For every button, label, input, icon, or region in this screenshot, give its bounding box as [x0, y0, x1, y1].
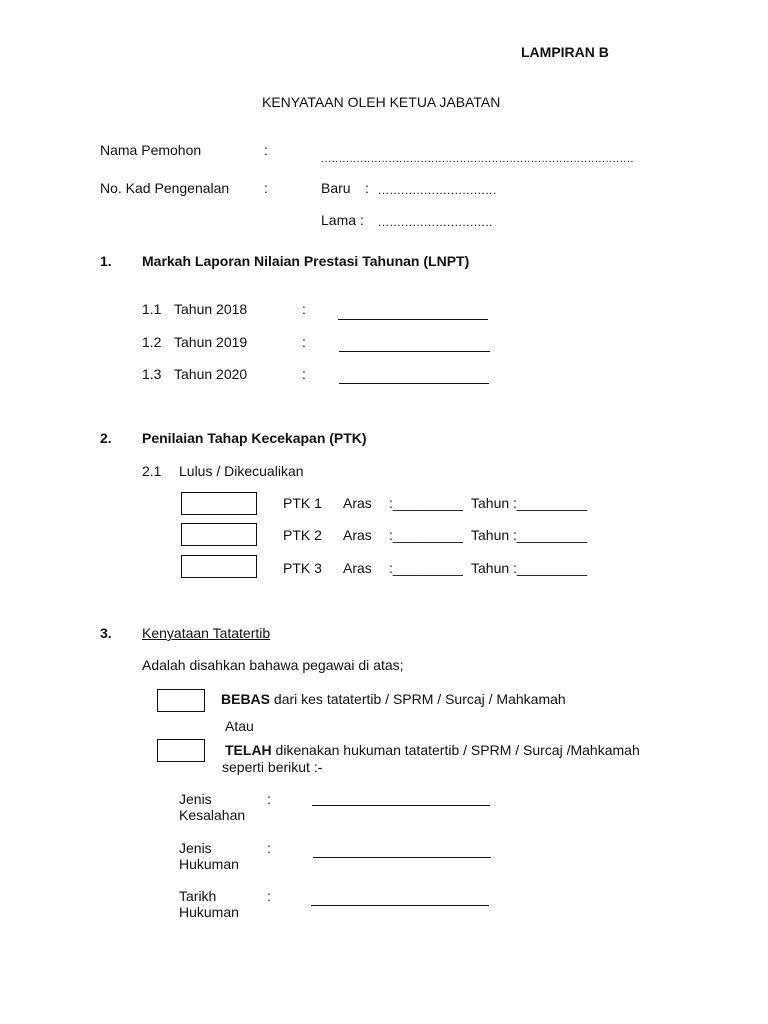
- ptk-sub-label: Lulus / Dikecualikan: [179, 463, 304, 479]
- lnpt-item-colon: :: [302, 334, 306, 350]
- telah-checkbox[interactable]: [157, 739, 205, 762]
- ptk-label: PTK 2: [283, 527, 322, 543]
- field-label-line2: Hukuman: [179, 856, 239, 872]
- ptk-aras-label: Aras: [343, 495, 372, 511]
- lnpt-2018-line[interactable]: [338, 319, 488, 320]
- ptk-aras-label: Aras: [343, 560, 372, 576]
- field-colon: :: [267, 791, 271, 807]
- ic-colon: :: [264, 180, 268, 196]
- name-colon: :: [264, 142, 268, 158]
- section2-number: 2.: [100, 430, 112, 446]
- ic-new-colon: :: [365, 180, 369, 196]
- jenis-hukuman-line[interactable]: [313, 857, 491, 858]
- section3-title: Kenyataan Tatatertib: [142, 625, 271, 641]
- name-dots-field[interactable]: ........................................................................................: [321, 153, 634, 165]
- field-label-line2: Kesalahan: [179, 807, 246, 823]
- field-label-line2: Hukuman: [179, 904, 239, 920]
- ic-old-label: Lama :: [321, 212, 364, 228]
- telah-rest: dikenakan hukuman tatatertib / SPRM / Surcaj /Mahkamah: [271, 742, 640, 758]
- field-colon: :: [267, 840, 271, 856]
- lnpt-item-num: 1.1: [142, 301, 162, 317]
- ic-label: No. Kad Pengenalan: [100, 180, 230, 196]
- ptk-aras-field[interactable]: :_________: [389, 560, 463, 576]
- lnpt-item-label: Tahun 2018: [174, 301, 248, 317]
- jenis-kesalahan-line[interactable]: [312, 805, 490, 806]
- field-label-line1: Jenis: [179, 791, 212, 807]
- field-label-line1: Jenis: [179, 840, 212, 856]
- lnpt-item-label: Tahun 2019: [174, 334, 248, 350]
- ptk-sub-num: 2.1: [142, 463, 162, 479]
- section3-number: 3.: [100, 625, 112, 641]
- lampiran-label: LAMPIRAN B: [521, 44, 609, 60]
- lnpt-item-colon: :: [302, 366, 306, 382]
- name-label: Nama Pemohon: [100, 142, 202, 158]
- ptk-aras-field[interactable]: :_________: [389, 495, 463, 511]
- section2-title: Penilaian Tahap Kecekapan (PTK): [142, 430, 367, 446]
- tarikh-hukuman-line[interactable]: [311, 905, 489, 906]
- lnpt-item-colon: :: [302, 301, 306, 317]
- bebas-bold: BEBAS: [221, 691, 271, 707]
- ptk-label: PTK 3: [283, 560, 322, 576]
- ptk-aras-label: Aras: [343, 527, 372, 543]
- atau-label: Atau: [225, 718, 254, 734]
- ic-new-label: Baru: [321, 180, 351, 196]
- lnpt-item-label: Tahun 2020: [174, 366, 248, 382]
- bebas-rest: dari kes tatatertib / SPRM / Surcaj / Mahkamah: [270, 691, 566, 707]
- telah-line2: seperti berikut :-: [222, 759, 323, 775]
- ptk-label: PTK 1: [283, 495, 322, 511]
- ic-new-dots-field[interactable]: ...............................: [378, 183, 497, 197]
- lnpt-item-num: 1.2: [142, 334, 162, 350]
- telah-statement: [225, 742, 640, 758]
- telah-bold: TELAH: [225, 742, 272, 758]
- ptk-tahun-field[interactable]: Tahun :_________: [471, 560, 587, 576]
- section1-title: Markah Laporan Nilaian Prestasi Tahunan (LNPT): [142, 253, 470, 269]
- section3-intro: Adalah disahkan bahawa pegawai di atas;: [142, 657, 404, 673]
- lnpt-2020-line[interactable]: [339, 383, 489, 384]
- field-label-line1: Tarikh: [179, 888, 217, 904]
- ptk3-checkbox[interactable]: [181, 555, 257, 578]
- ptk-tahun-field[interactable]: Tahun :_________: [471, 495, 587, 511]
- ptk1-checkbox[interactable]: [181, 492, 257, 515]
- section1-number: 1.: [100, 253, 112, 269]
- bebas-statement: [221, 691, 566, 707]
- lnpt-2019-line[interactable]: [339, 351, 490, 352]
- bebas-checkbox[interactable]: [157, 689, 205, 712]
- ptk-tahun-field[interactable]: Tahun :_________: [471, 527, 587, 543]
- field-colon: :: [267, 888, 271, 904]
- ic-old-dots-field[interactable]: ..............................: [378, 215, 494, 229]
- ptk2-checkbox[interactable]: [181, 523, 257, 546]
- lnpt-item-num: 1.3: [142, 366, 162, 382]
- ptk-aras-field[interactable]: :_________: [389, 527, 463, 543]
- page-title: KENYATAAN OLEH KETUA JABATAN: [262, 94, 501, 110]
